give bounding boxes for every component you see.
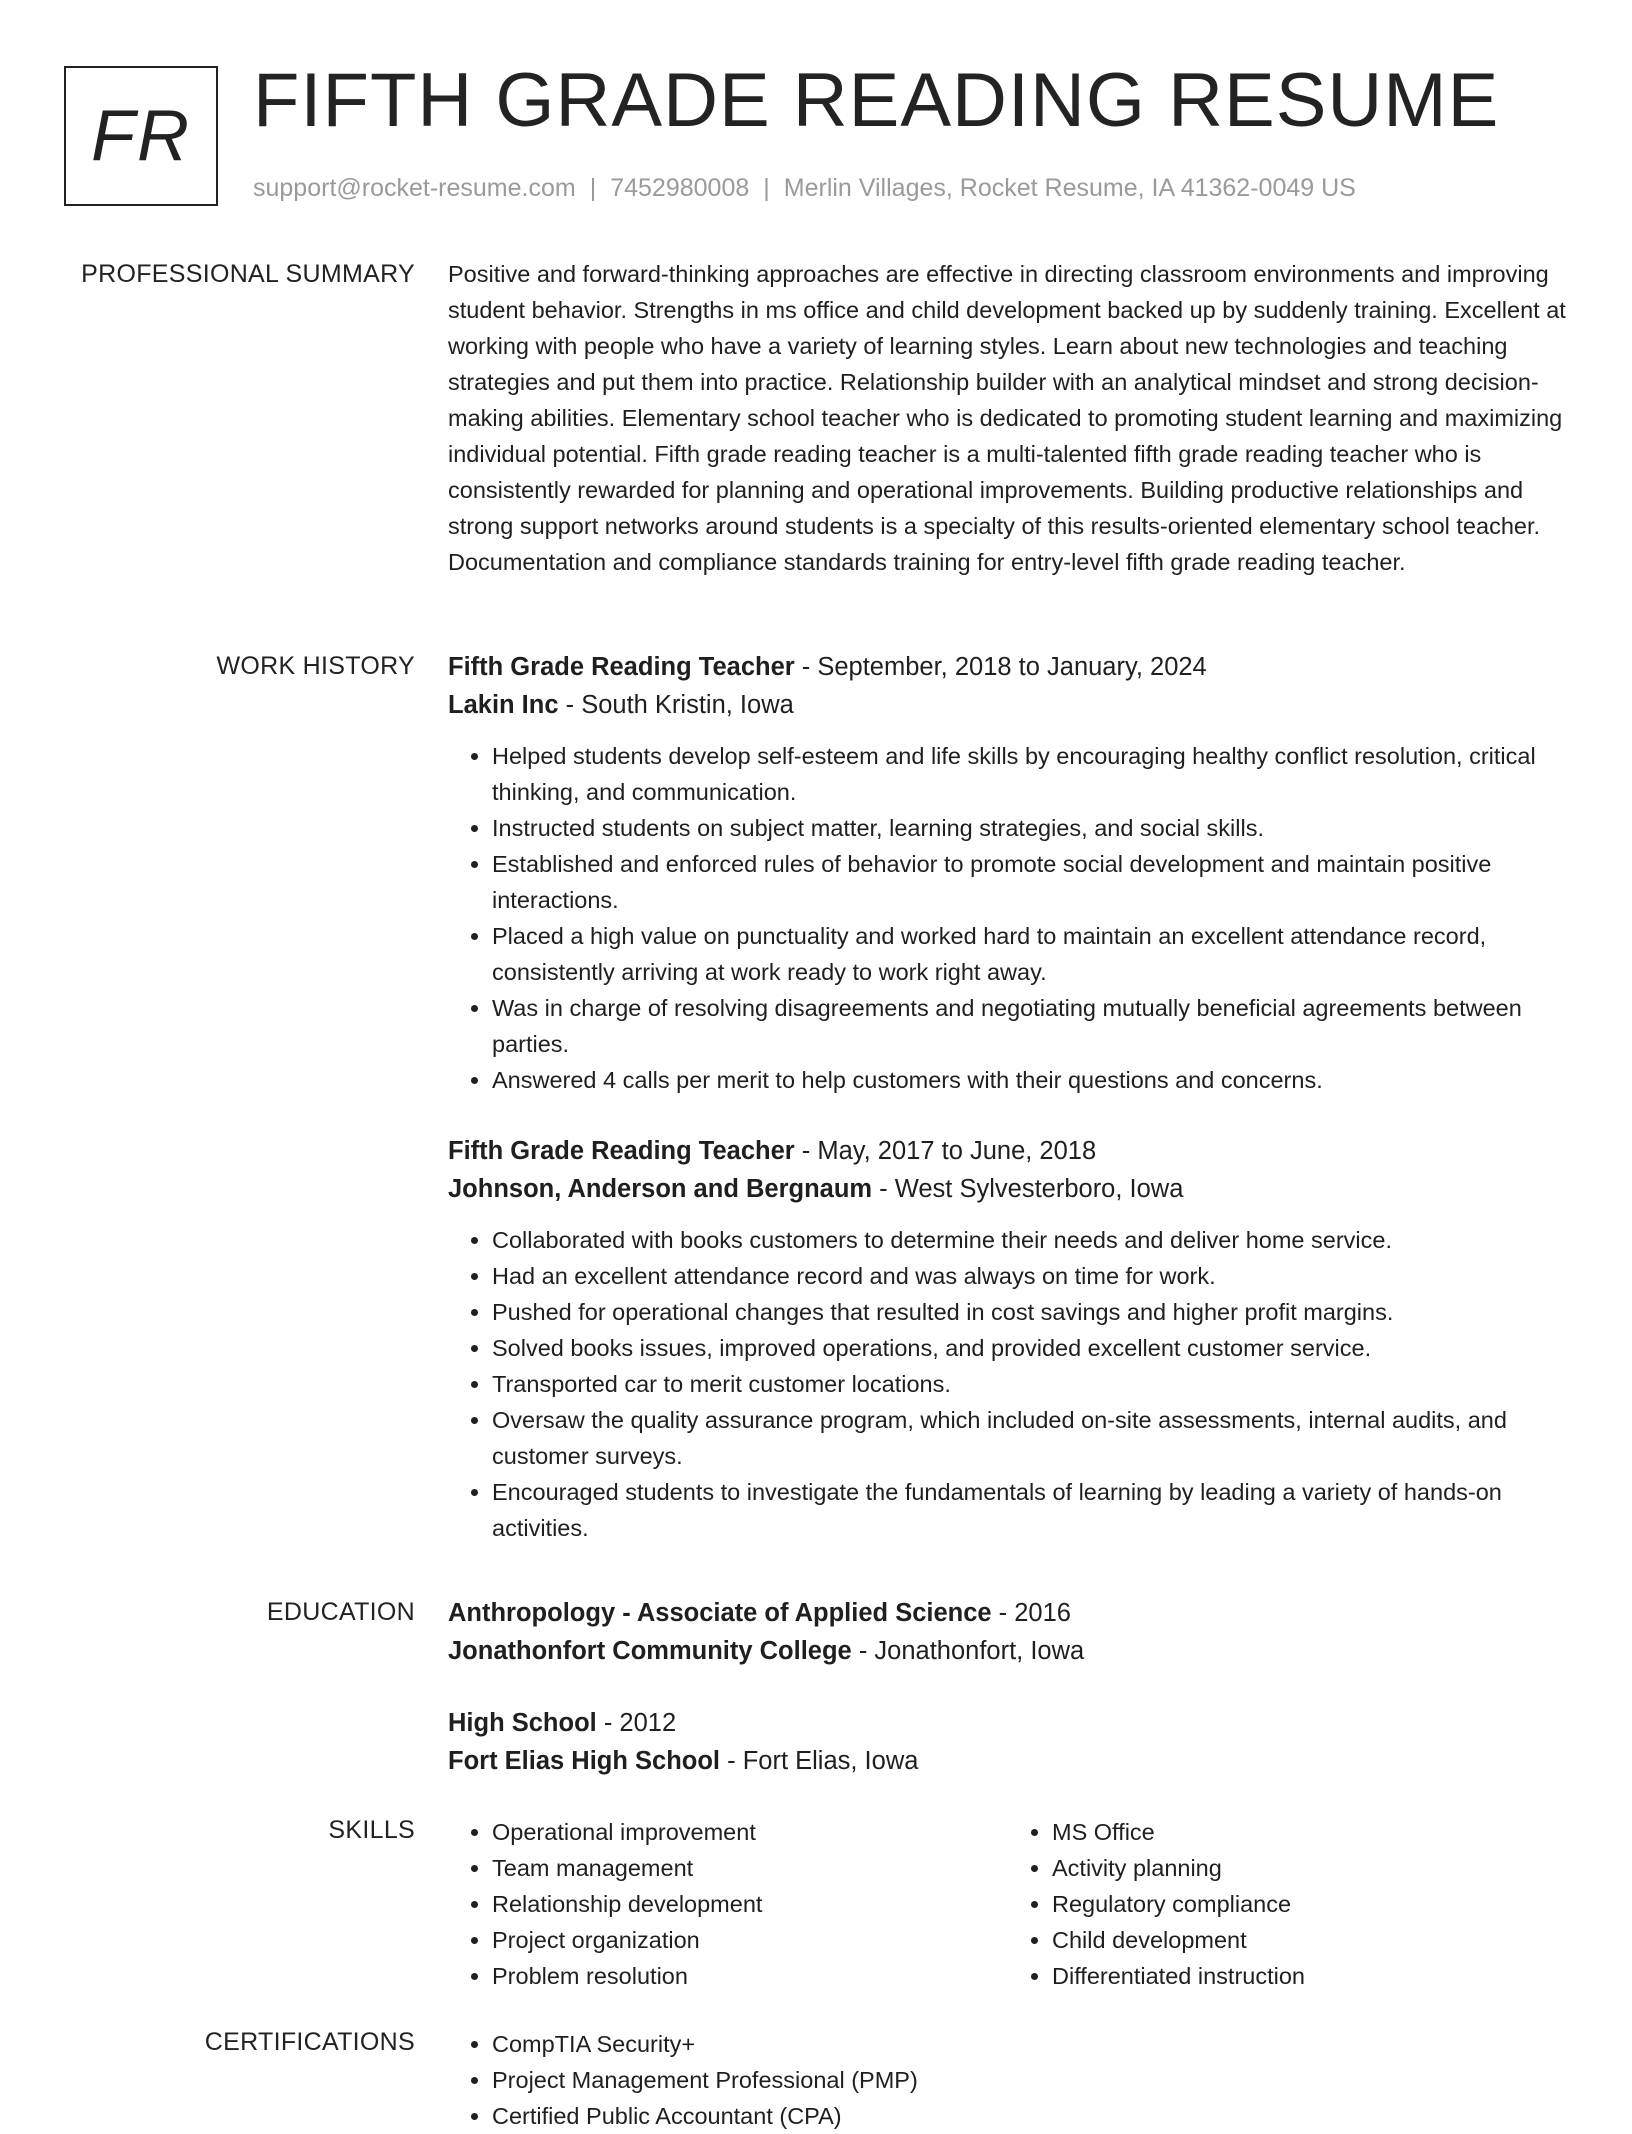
education-location: - Jonathonfort, Iowa <box>851 1637 1085 1665</box>
skills-body <box>448 1814 1568 1994</box>
skills-list-left <box>448 1814 1008 1994</box>
job-company-line <box>448 686 1568 724</box>
education-body <box>448 1594 1568 1814</box>
job-bullets <box>448 738 1568 1098</box>
job-entry <box>448 648 1568 1098</box>
contact-address: Merlin Villages, Rocket Resume, IA 41362-0049 US <box>783 174 1356 202</box>
job-dates: - September, 2018 to January, 2024 <box>794 653 1207 681</box>
job-location: - South Kristin, Iowa <box>558 691 794 719</box>
job-title: Fifth Grade Reading Teacher <box>448 1137 795 1165</box>
certifications-body <box>448 2026 1568 2134</box>
list-item: • Project Management Professional (PMP) <box>492 2062 1568 2098</box>
list-item: • CompTIA Security+ <box>492 2026 1568 2062</box>
list-item: • Regulatory compliance <box>1052 1886 1568 1922</box>
summary-text: Positive and forward-thinking approaches are effective in directing classroom environments and improving student behavior. Strengths in ms office and child development backed up by suddenly training. Excellent at working with people who have a variety of learning styles. Learn about new technologies and teaching strategies and put them into practice. Relationship builder with an analytical mindset and strong decision-making abilities. Elementary school teacher who is dedicated to promoting student learning and maximizing individual potential. Fifth grade reading teacher is a multi-talented fifth grade reading teacher who is consistently rewarded for planning and operational improvements. Building productive relationships and strong support networks around students is a specialty of this results-oriented elementary school teacher. Documentation and compliance standards training for entry-level fifth grade reading teacher. <box>448 261 1566 575</box>
resume-title: FIFTH GRADE READING RESUME <box>253 58 1500 143</box>
job-title-line <box>448 648 1568 686</box>
list-item: • Project organization <box>492 1922 1008 1958</box>
list-item: • Relationship development <box>492 1886 1008 1922</box>
list-item: • Helped students develop self-esteem and life skills by encouraging healthy conflict resolution, critical thinking, and communication. <box>492 738 1568 810</box>
list-item: • Collaborated with books customers to determine their needs and deliver home service. <box>492 1222 1568 1258</box>
list-item: • Oversaw the quality assurance program, which included on-site assessments, internal audits, and customer surveys. <box>492 1402 1568 1474</box>
education-school-line <box>448 1742 1568 1780</box>
section-label-work: WORK HISTORY <box>216 652 415 680</box>
list-item: • Instructed students on subject matter, learning strategies, and social skills. <box>492 810 1568 846</box>
education-degree-line <box>448 1594 1568 1632</box>
list-item: • Activity planning <box>1052 1850 1568 1886</box>
job-company: Johnson, Anderson and Bergnaum <box>448 1175 873 1203</box>
list-item: • Differentiated instruction <box>1052 1958 1568 1994</box>
list-item: • Was in charge of resolving disagreements and negotiating mutually beneficial agreements between parties. <box>492 990 1568 1062</box>
education-school-line <box>448 1632 1568 1670</box>
education-entry <box>448 1594 1568 1670</box>
education-degree: High School <box>448 1709 597 1737</box>
list-item: • Problem resolution <box>492 1958 1008 1994</box>
job-company: Lakin Inc <box>448 691 559 719</box>
list-item: • Solved books issues, improved operations, and provided excellent customer service. <box>492 1330 1568 1366</box>
contact-line <box>253 174 1356 203</box>
section-label-certifications: CERTIFICATIONS <box>204 2028 415 2056</box>
contact-email[interactable]: support@rocket-resume.com <box>253 174 576 202</box>
list-item: • Answered 4 calls per merit to help customers with their questions and concerns. <box>492 1062 1568 1098</box>
job-title: Fifth Grade Reading Teacher <box>448 653 795 681</box>
job-bullets <box>448 1222 1568 1546</box>
list-item: • Child development <box>1052 1922 1568 1958</box>
education-year: - 2012 <box>596 1709 677 1737</box>
education-entry <box>448 1704 1568 1780</box>
job-company-line <box>448 1170 1568 1208</box>
job-title-line <box>448 1132 1568 1170</box>
certifications-list <box>448 2026 1568 2134</box>
list-item: • Team management <box>492 1850 1008 1886</box>
education-school: Jonathonfort Community College <box>448 1637 852 1665</box>
list-item: • Placed a high value on punctuality and worked hard to maintain an excellent attendance record, consistently arriving at work ready to work right away. <box>492 918 1568 990</box>
education-year: - 2016 <box>991 1599 1071 1627</box>
contact-separator: | <box>589 174 597 202</box>
section-label-education: EDUCATION <box>266 1598 415 1626</box>
work-history-body <box>448 648 1568 1580</box>
list-item: • Certified Public Accountant (CPA) <box>492 2098 1568 2134</box>
list-item: • Encouraged students to investigate the fundamentals of learning by leading a variety of hands-on activities. <box>492 1474 1568 1546</box>
skills-columns <box>448 1814 1568 1994</box>
contact-separator: | <box>763 174 770 202</box>
education-location: - Fort Elias, Iowa <box>720 1747 919 1775</box>
skills-list-right <box>1008 1814 1568 1994</box>
education-degree-line <box>448 1704 1568 1742</box>
job-entry <box>448 1132 1568 1546</box>
contact-phone[interactable]: 7452980008 <box>610 174 750 202</box>
job-location: - West Sylvesterboro, Iowa <box>872 1175 1184 1203</box>
job-dates: - May, 2017 to June, 2018 <box>794 1137 1097 1165</box>
education-school: Fort Elias High School <box>448 1747 721 1775</box>
list-item: • Pushed for operational changes that resulted in cost savings and higher profit margins. <box>492 1294 1568 1330</box>
list-item: • Transported car to merit customer locations. <box>492 1366 1568 1402</box>
list-item: • Operational improvement <box>492 1814 1008 1850</box>
section-label-skills: SKILLS <box>328 1816 415 1844</box>
education-degree: Anthropology - Associate of Applied Science <box>448 1599 992 1627</box>
list-item: • Established and enforced rules of behavior to promote social development and maintain positive interactions. <box>492 846 1568 918</box>
monogram-logo: FR <box>64 66 218 206</box>
section-label-summary: PROFESSIONAL SUMMARY <box>81 260 415 288</box>
list-item: • Had an excellent attendance record and was always on time for work. <box>492 1258 1568 1294</box>
list-item: • MS Office <box>1052 1814 1568 1850</box>
